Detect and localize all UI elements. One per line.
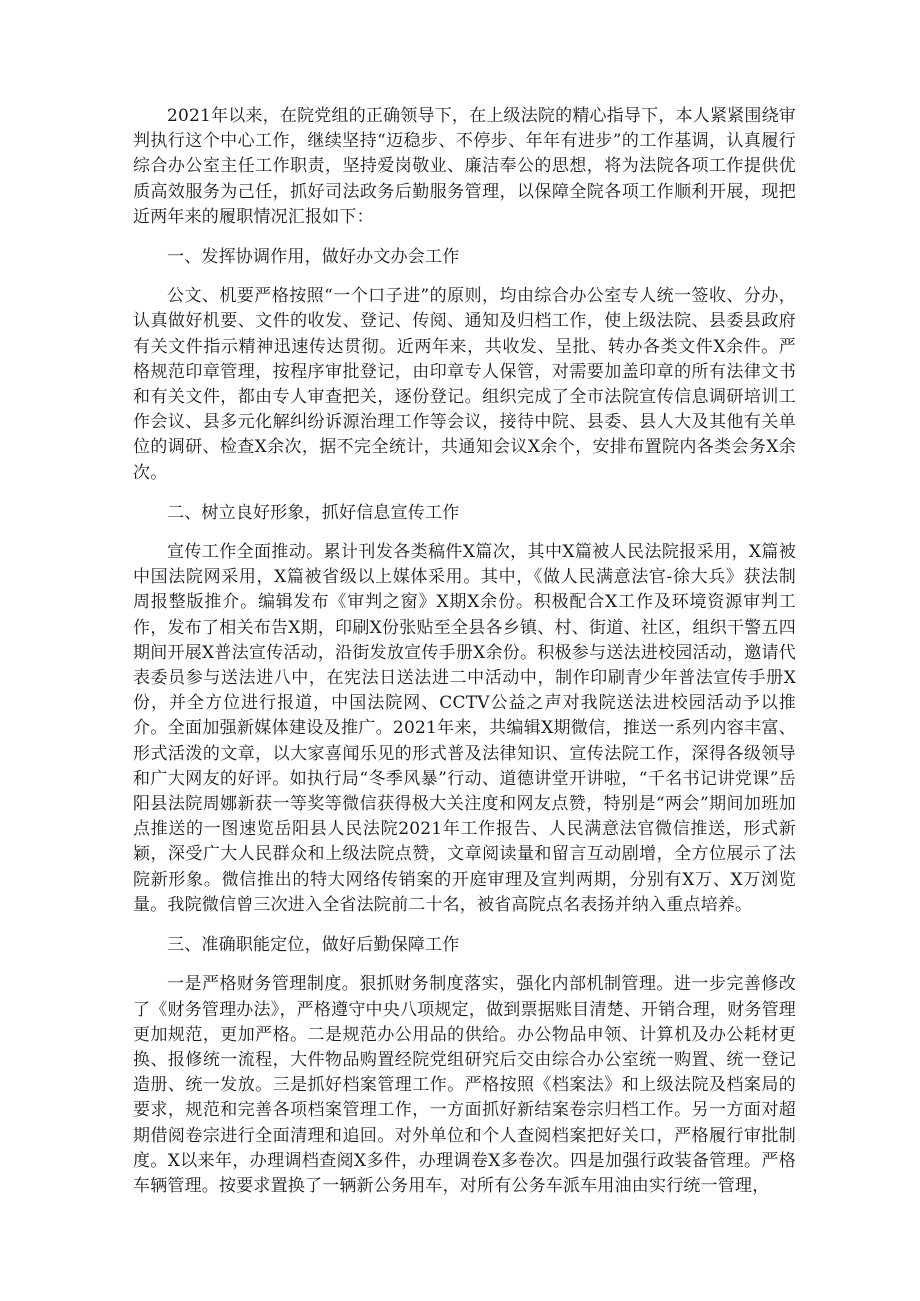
section-3-heading: 三、准确职能定位，做好后勤保障工作 (167, 935, 460, 956)
intro-paragraph: 2021年以来，在院党组的正确领导下，在上级法院的精心指导下，本人紧紧围绕审判执行这个中心工作，继续坚持“迈稳步、不停步、年年有进步”的工作基调，认真履行综合办公室主任工作职责，坚持爱岗敬业、廉洁奉公的思想，将为法院各项工作提供优质高效服务为己任，抓好司法政务后勤服务管理，以保障全院各项工作顺利开展，现把近两年来的履职情况汇报如下： (133, 106, 796, 227)
section-3-body: 一是严格财务管理制度。狠抓财务制度落实，强化内部机制管理。进一步完善修改了《财务管理办法》，严格遵守中央八项规定，做到票据账目清楚、开销合理，财务管理更加规范，更加严格。二是规范办公用品的供给。办公物品申领、计算机及办公耗材更换、报修统一流程，大件物品购置经院党组研究后交由综合办公室统一购置、统一登记造册、统一发放。三是抓好档案管理工作。严格按照《档案法》和上级法院及档案局的要求，规范和完善各项档案管理工作，一方面抓好新结案卷宗归档工作。另一方面对超期借阅卷宗进行全面清理和追回。对外单位和个人查阅档案把好关口，严格履行审批制度。X以来年，办理调档查阅X多件，办理调卷X多卷次。四是加强行政装备管理。严格车辆管理。按要求置换了一辆新公务用车，对所有公务车派车用油由实行统一管理， (133, 974, 796, 1196)
section-2-heading: 二、树立良好形象，抓好信息宣传工作 (167, 502, 460, 523)
section-1-body: 公文、机要严格按照“一个口子进”的原则，均由综合办公室专人统一签收、分办，认真做好机要、文件的收发、登记、传阅、通知及归档工作，使上级法院、县委县政府有关文件指示精神迅速传达贯彻。近两年来，共收发、呈批、转办各类文件X余件。严格规范印章管理，按程序审批登记，由印章专人保管，对需要加盖印章的所有法律文书和有关文件，都由专人审查把关，逐份登记。组织完成了全市法院宣传信息调研培训工作会议、县多元化解纠纷诉源治理工作等会议，接待中院、县委、县人大及其他有关单位的调研、检查X余次，据不完全统计，共通知会议X余个，安排布置院内各类会务X余次。 (133, 286, 796, 483)
section-1-heading: 一、发挥协调作用，做好办文办会工作 (167, 247, 460, 268)
document-page (133, 104, 796, 1199)
section-2-body: 宣传工作全面推动。累计刊发各类稿件X篇次，其中X篇被人民法院报采用，X篇被中国法院网采用，X篇被省级以上媒体采用。其中，《做人民满意法官-徐大兵》获法制周报整版推介。编辑发布《审判之窗》X期X余份。积极配合X工作及环境资源审判工作，发布了相关布告X期，印刷X份张贴至全县各乡镇、村、街道、社区，组织干警五四期间开展X普法宣传活动，沿街发放宣传手册X余份。积极参与送法进校园活动，邀请代表委员参与送法进八中，在宪法日送法进二中活动中，制作印刷青少年普法宣传手册X份，并全方位进行报道，中国法院网、CCTV公益之声对我院送法进校园活动予以推介。全面加强新媒体建设及推广。2021年来，共编辑X期微信，推送一系列内容丰富、形式活泼的文章，以大家喜闻乐见的形式普及法律知识、宣传法院工作，深得各级领导和广大网友的好评。如执行局“冬季风暴”行动、道德讲堂开讲啦，“千名书记讲党课”岳阳县法院周娜新获一等奖等微信获得极大关注度和网友点赞，特别是“两会”期间加班加点推送的一图速览岳阳县人民法院2021年工作报告、人民满意法官微信推送，形式新颖，深受广大人民群众和上级法院点赞，文章阅读量和留言互动剧增，全方位展示了法院新形象。微信推出的特大网络传销案的开庭审理及宣判两期，分别有X万、X万浏览量。我院微信曾三次进入全省法院前二十名，被省高院点名表扬并纳入重点培养。 (133, 542, 796, 915)
